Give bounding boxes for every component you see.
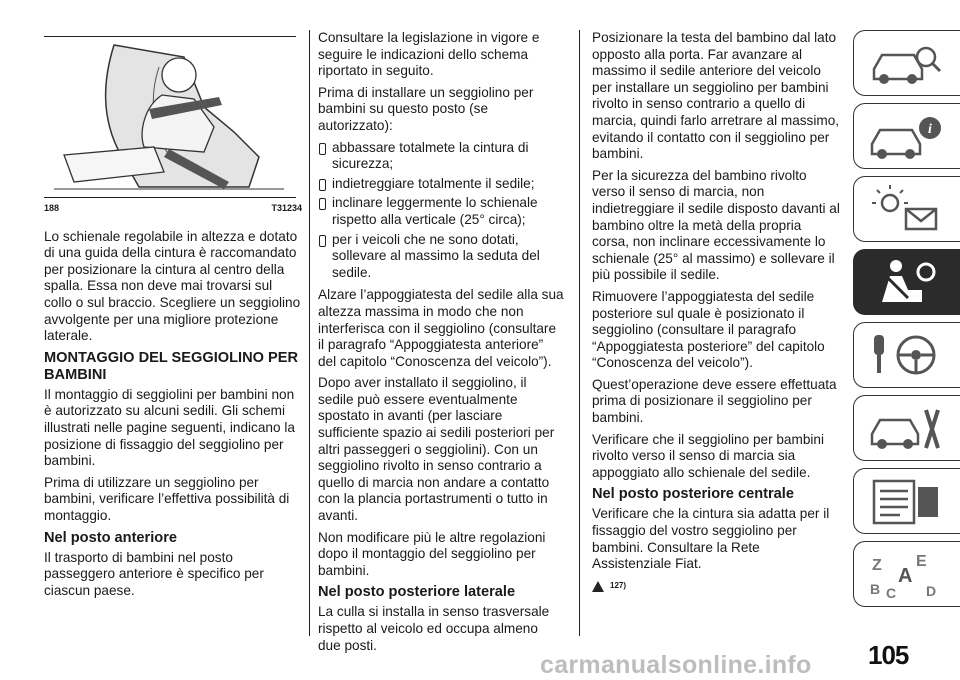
tab-index[interactable] [853, 541, 960, 607]
subsection-heading: Nel posto anteriore [44, 529, 177, 546]
tab-starting-driving[interactable] [853, 322, 960, 388]
car-tools-icon [868, 404, 948, 454]
child-seat-illustration [44, 37, 296, 195]
svg-text:B: B [870, 581, 881, 597]
bullet-item: inclinare leggermente lo schienale rispetto alla verticale (25° circa); [318, 195, 564, 228]
svg-text:D: D [926, 583, 937, 599]
bullet-icon [319, 198, 326, 210]
paragraph: Consultare la legislazione in vigore e seguire le indicazioni dello schema riportato in seguito. [318, 30, 540, 79]
alphabet-index-icon [868, 550, 948, 600]
warning-lights-icon [868, 185, 948, 235]
paragraph: Alzare l’appoggiatesta del sedile alla sua altezza massima in modo che non interferisca con il seggiolino (consultare il paragrafo “Appoggiatesta anteriore” del capitolo “Conoscenza del veicolo”). [318, 287, 564, 369]
paragraph: La culla si installa in senso trasversale rispetto al veicolo ed occupa almeno due posti. [318, 604, 550, 653]
column-divider [579, 30, 580, 636]
column-2 [318, 30, 564, 659]
seat-airbag-icon [868, 258, 948, 308]
paragraph: Posizionare la testa del bambino dal lato opposto alla porta. Far avanzare al massimo il sedile anteriore del veicolo per installare un seggiolino per bambini rivolto in senso contrario a quello di marcia, quindi farlo arretrare al massimo, evitando il contatto con il seggiolino per bambini. [592, 30, 840, 162]
svg-text:A: A [898, 565, 913, 587]
figure-number: 188 [44, 203, 60, 213]
warning-icon [592, 581, 604, 592]
column-divider [309, 30, 310, 636]
warning-reference: 127) [592, 578, 842, 595]
column-1 [44, 30, 302, 604]
subsection-heading: Nel posto posteriore laterale [318, 584, 516, 601]
svg-text:C: C [886, 585, 897, 600]
paragraph: Rimuovere l’appoggiatesta del sedile posteriore sul quale è posizionato il seggiolino (consultare il paragrafo “Appoggiatesta posteriore” del capitolo “Conoscenza del veicolo”). [592, 288, 825, 371]
paragraph: Quest’operazione deve essere effettuata prima di posizionare il seggiolino per bambini. [592, 376, 837, 426]
paragraph: Non modificare più le altre regolazioni dopo il montaggio del seggiolino per bambini. [318, 529, 546, 578]
paragraph: Lo schienale regolabile in altezza e dotato di una guida della cintura è raccomandato per posizionare la cintura al centro della spalla. Essa non deve mai trovarsi sul collo o sul braccio. Scegliere un seggiolino avvolgente per una migliore protezione laterale. [44, 228, 301, 344]
subsection-heading: Nel posto posteriore centrale [592, 486, 794, 503]
bullet-icon [319, 235, 326, 247]
bullet-item: per i veicoli che ne sono dotati, sollevare al massimo la seduta del sedile. [318, 232, 564, 282]
paragraph: Il montaggio di seggiolini per bambini non è autorizzato su alcuni sedili. Gli schemi illustrati nelle pagine seguenti, indicano la posizione di fissaggio del seggiolino per bambini. [44, 386, 295, 469]
paragraph: Prima di installare un seggiolino per bambini su questo posto (se autorizzato): [318, 84, 534, 133]
figure-child-seat-illustration [44, 36, 296, 198]
tab-safety[interactable] [853, 249, 960, 315]
figure-caption [44, 200, 302, 217]
figure-code: T31234 [271, 203, 302, 213]
chapter-tabs [853, 30, 960, 614]
list-index-icon [868, 477, 948, 527]
tab-warnings[interactable] [853, 176, 960, 242]
car-info-icon [868, 112, 948, 162]
bullet-icon [319, 179, 326, 191]
paragraph: Il trasporto di bambini nel posto passeggero anteriore è specifico per ciascun paese. [44, 549, 264, 598]
tab-instrument-panel[interactable] [853, 103, 960, 169]
paragraph: Per la sicurezza del bambino rivolto verso il senso di marcia, non indietreggiare il sedile disposto davanti al bambino oltre la metà della propria corsa, non inclinare eccessivamente lo schienale (25° al massimo) e sollevare il più possibile il sedile. [592, 167, 840, 283]
watermark: carmanualsonline.info [540, 651, 812, 679]
key-steering-icon [868, 331, 948, 381]
bullet-icon [319, 143, 326, 155]
section-heading: MONTAGGIO DEL SEGGIOLINO PER BAMBINI [44, 349, 299, 383]
svg-text:i: i [928, 122, 932, 137]
tab-maintenance[interactable] [853, 468, 960, 534]
paragraph: Dopo aver installato il seggiolino, il sedile può essere eventualmente spostato in avanti (per lasciare sufficiente spazio ai sedili posteriori per altri passeggeri o seggiolini). Con un seggiolino rivolto in senso contrario a quello di marcia non andare a contatto con la plancia portastrumenti o tutto in avanti. [318, 375, 555, 524]
column-3 [592, 30, 842, 594]
svg-text:E: E [916, 553, 927, 570]
paragraph: Verificare che il seggiolino per bambini rivolto verso il senso di marcia sia appoggiato allo schienale del sedile. [592, 431, 824, 480]
bullet-item: indietreggiare totalmente il sedile; [318, 176, 564, 193]
paragraph: Verificare che la cintura sia adatta per il fissaggio del vostro seggiolino per bambini. Consultare la Rete Assistenziale Fiat. [592, 506, 830, 572]
page-number: 105 [868, 640, 909, 670]
tab-emergency[interactable] [853, 395, 960, 461]
svg-text:Z: Z [872, 557, 882, 574]
tab-vehicle-knowledge[interactable] [853, 30, 960, 96]
paragraph: Prima di utilizzare un seggiolino per bambini, verificare l’effettiva possibilità di montaggio. [44, 474, 290, 523]
car-search-icon [868, 39, 948, 89]
bullet-item: abbassare totalmete la cintura di sicurezza; [318, 140, 564, 173]
